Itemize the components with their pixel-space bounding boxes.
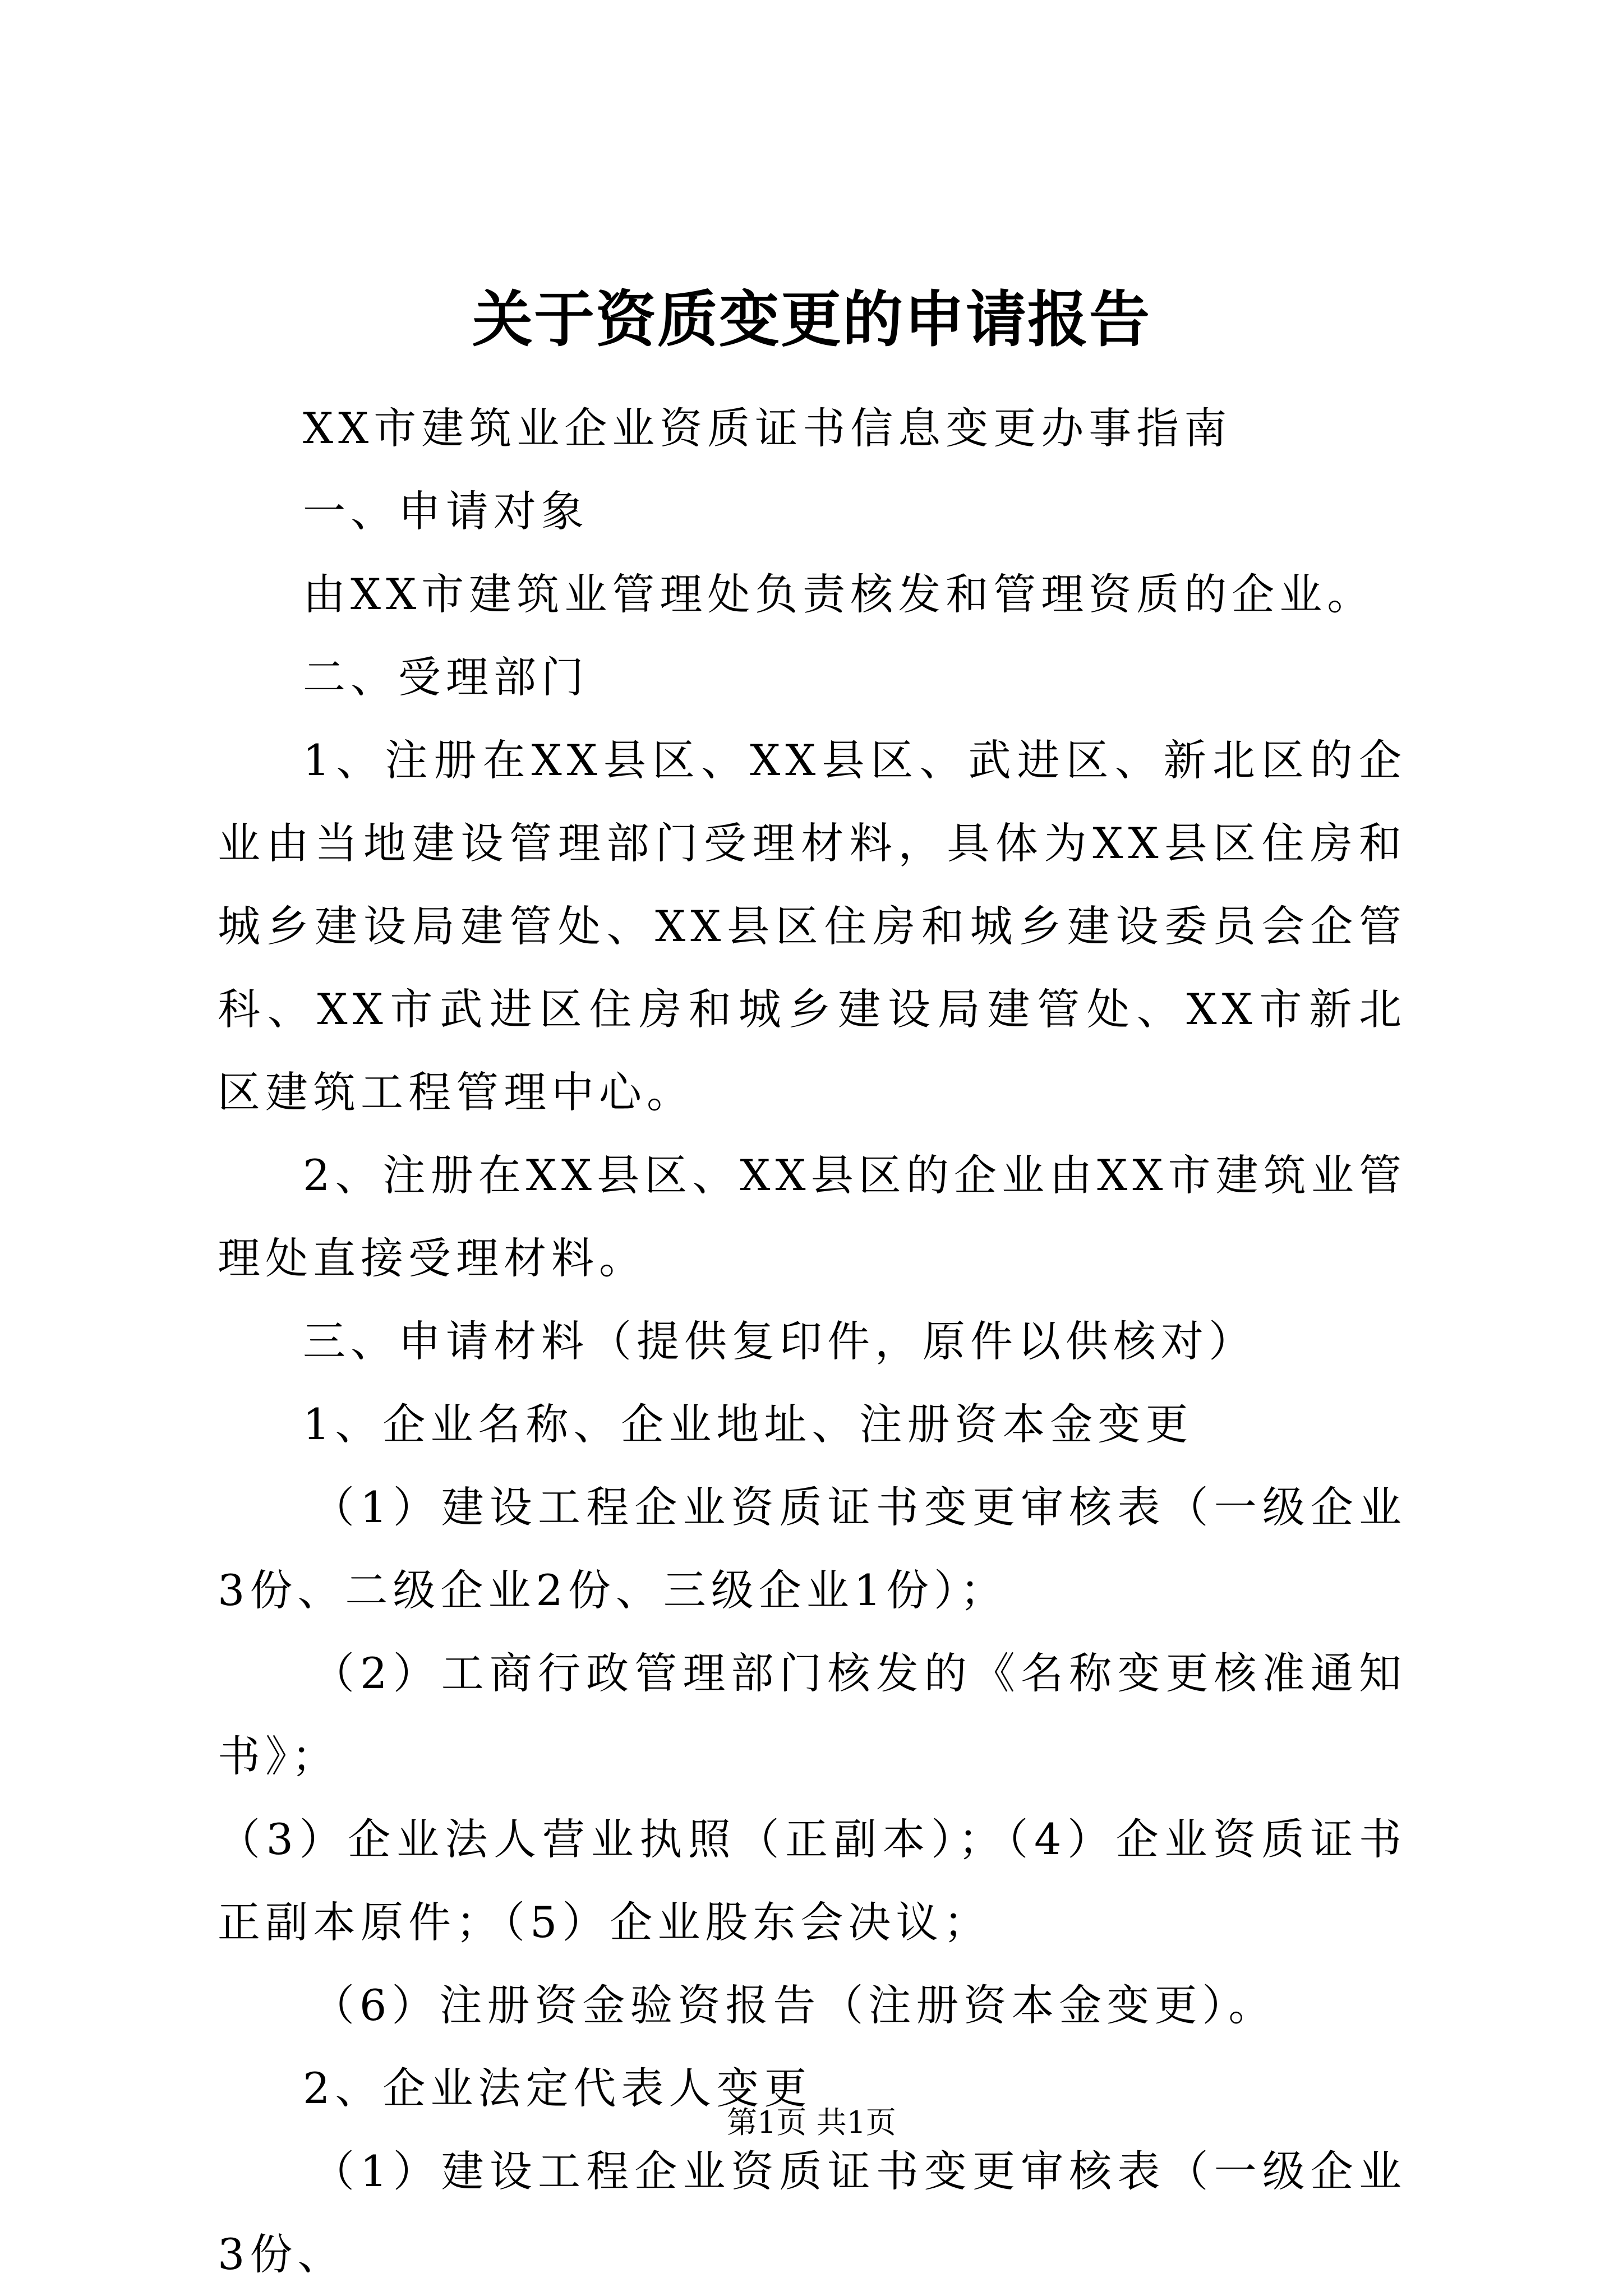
materials-items-3-5: （3）企业法人营业执照（正副本）；（4）企业资质证书正副本原件；（5）企业股东会决议； [218, 1814, 1407, 1947]
page-footer: 第1页 共1页 [727, 2105, 896, 2140]
section-heading-materials: 三、申请材料（提供复印件，原件以供核对） [303, 1316, 1256, 1366]
departments-item-1: 1、注册在XX县区、XX县区、武进区、新北区的企业由当地建设管理部门受理材料，具体为XX县区住房和城乡建设局建管处、XX县区住房和城乡建设委员会企管科、XX市武进区住房和城乡建设局建管处、XX市新北区建筑工程管理中心。 [218, 735, 1407, 1117]
departments-item-2: 2、注册在XX县区、XX县区的企业由XX市建筑业管理处直接受理材料。 [218, 1150, 1407, 1283]
materials-subheading-2: 2、企业法定代表人变更 [303, 2063, 812, 2113]
document-title: 关于资质变更的申请报告 [472, 284, 1151, 355]
section-heading-departments: 二、受理部门 [303, 652, 589, 702]
materials-item-6: （6）注册资金验资报告（注册资本金变更）。 [312, 1980, 1276, 2030]
guide-title-paragraph: XX市建筑业企业资质证书信息变更办事指南 [303, 403, 1232, 453]
section-heading-applicants: 一、申请对象 [303, 486, 589, 536]
materials-item-1-repeat: （1）建设工程企业资质证书变更审核表（一级企业3份、 [218, 2146, 1407, 2279]
materials-subheading-1: 1、企业名称、企业地址、注册资本金变更 [303, 1399, 1193, 1449]
applicants-paragraph: 由XX市建筑业管理处负责核发和管理资质的企业。 [303, 569, 1375, 619]
document-body [218, 387, 1407, 2296]
materials-item-2: （2）工商行政管理部门核发的《名称变更核准通知书》； [218, 1648, 1407, 1781]
materials-item-1: （1）建设工程企业资质证书变更审核表（一级企业3份、二级企业2份、三级企业1份）； [218, 1482, 1407, 1615]
